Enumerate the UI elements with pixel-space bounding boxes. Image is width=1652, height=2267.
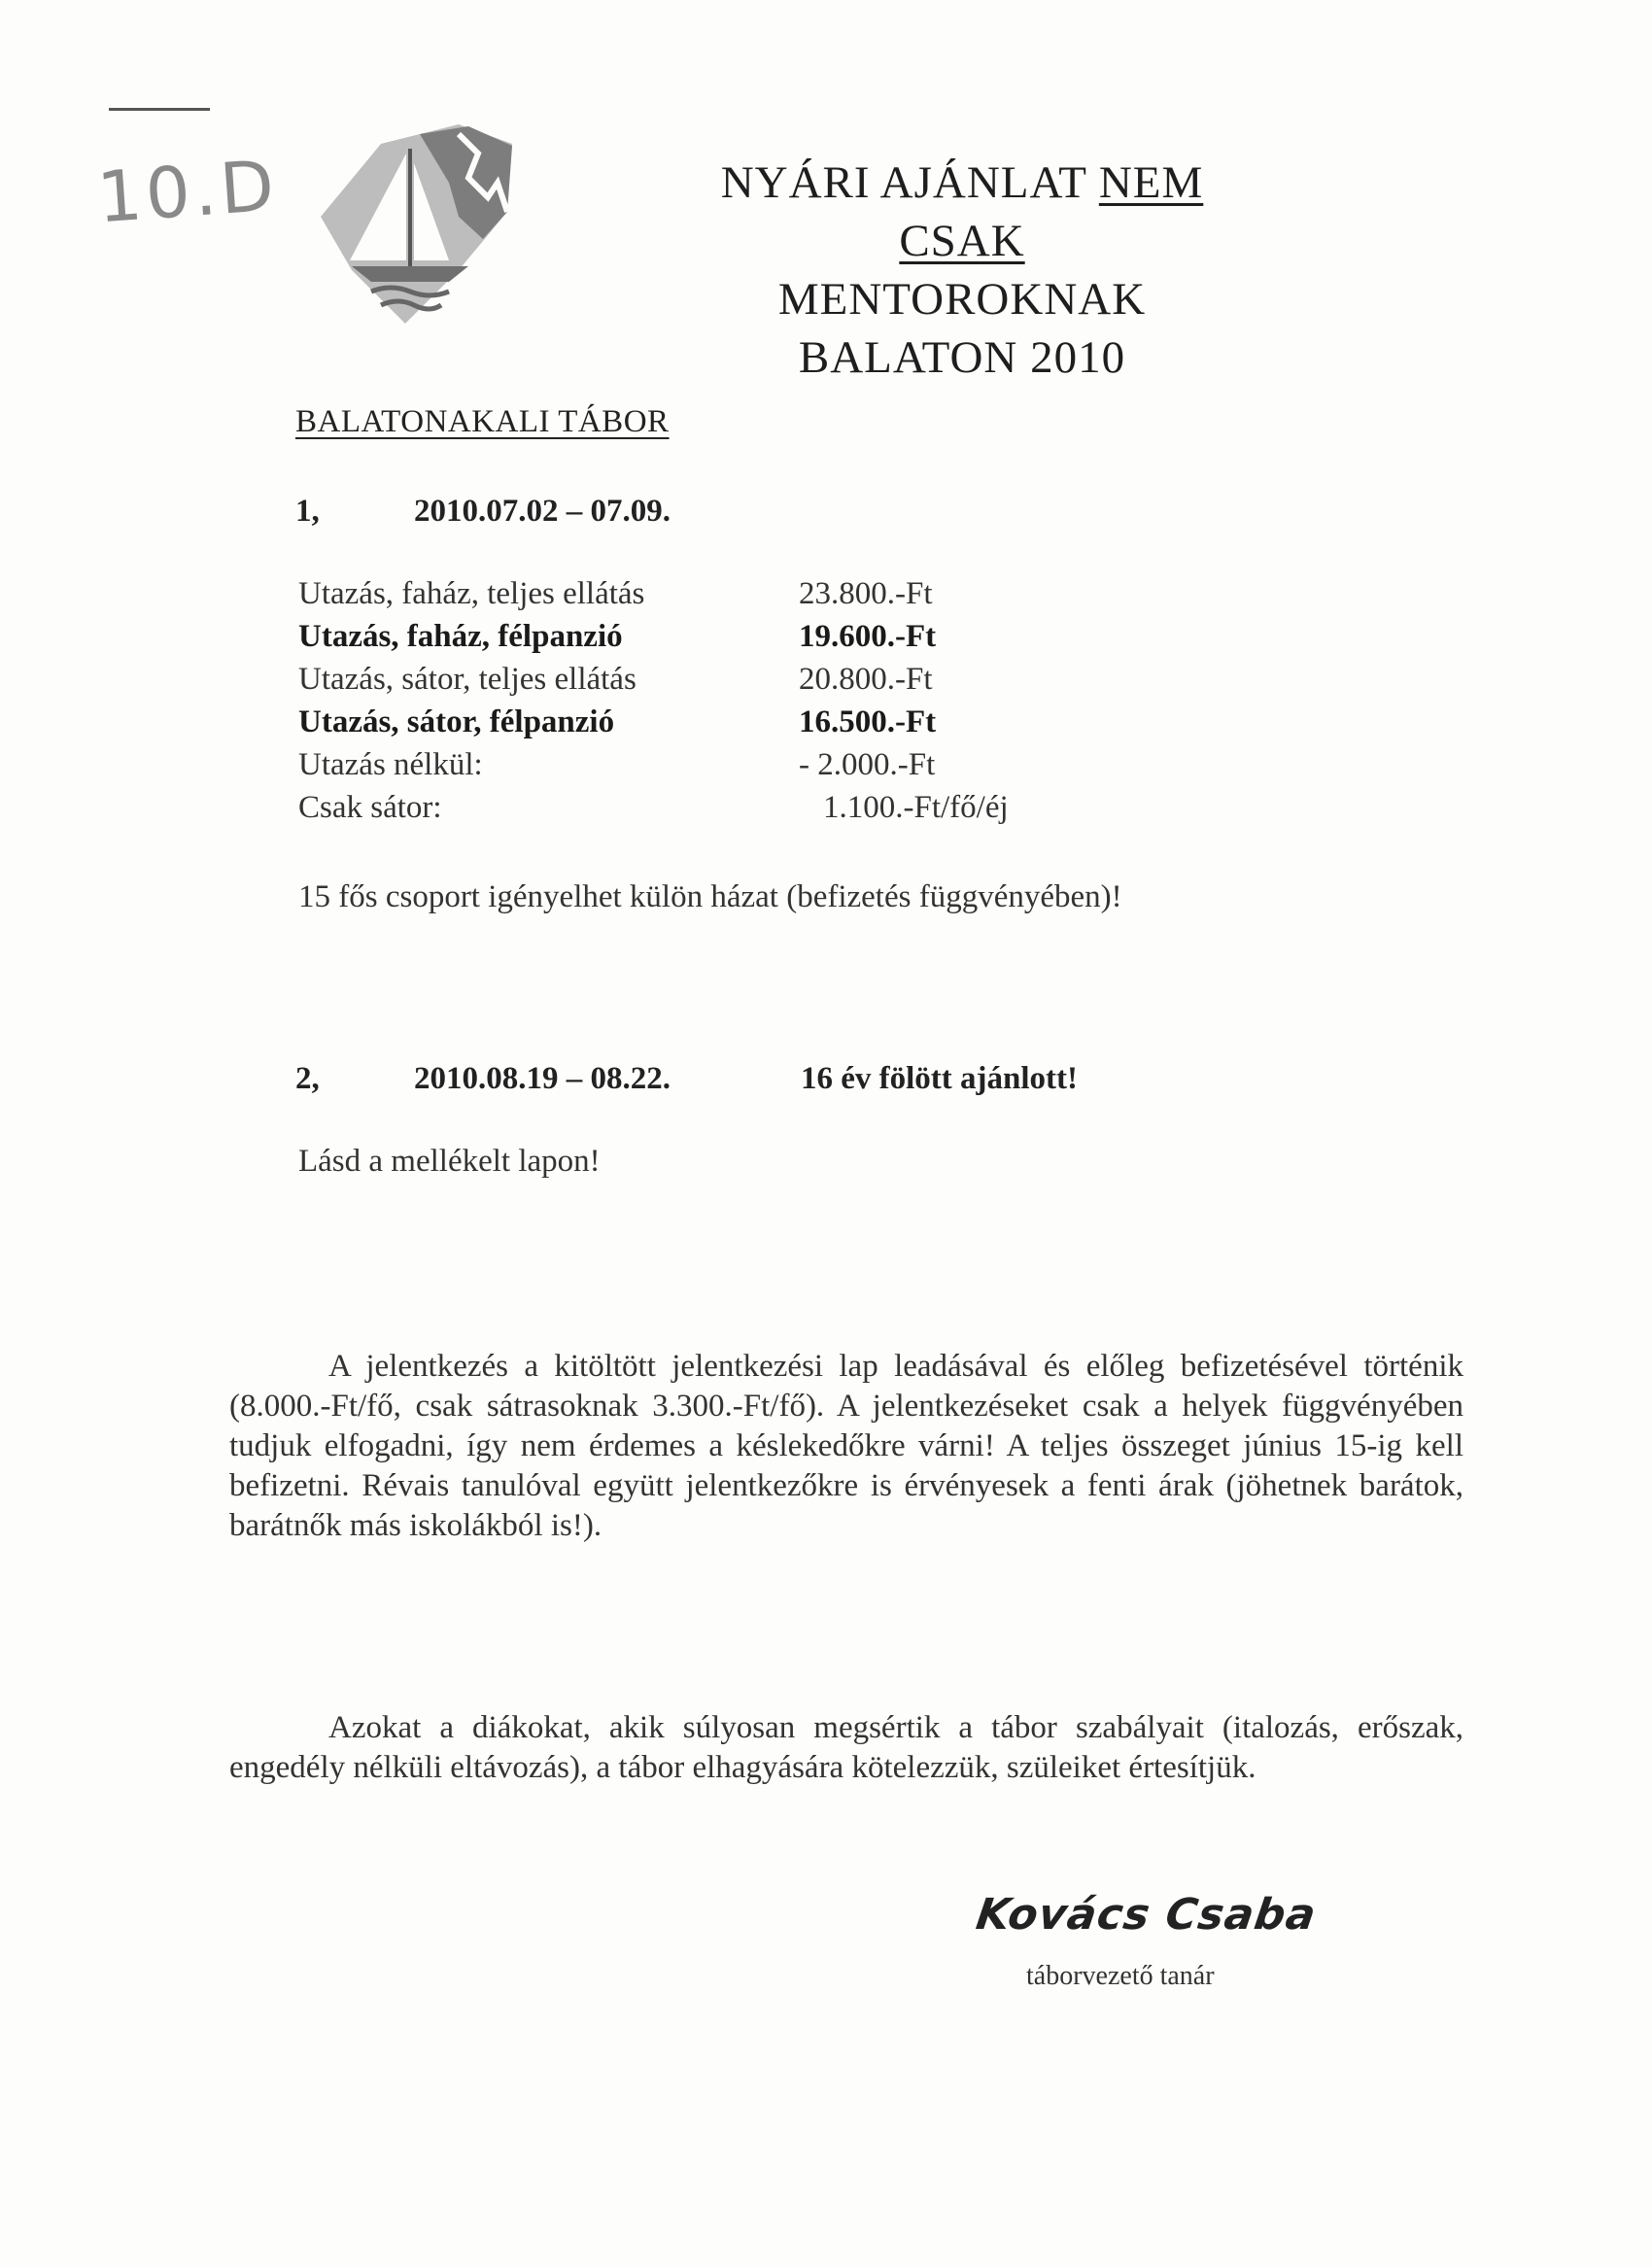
price-value: 23.800.-Ft — [799, 576, 933, 611]
price-row — [298, 790, 1076, 833]
price-label: Csak sátor: — [298, 790, 442, 825]
price-value: - 2.000.-Ft — [799, 747, 936, 782]
price-value: 1.100.-Ft/fő/éj — [823, 790, 1009, 825]
price-row — [298, 662, 1076, 704]
session-dates: 2010.07.02 – 07.09. — [414, 494, 671, 529]
price-value: 16.500.-Ft — [799, 704, 937, 739]
signature: Kovács Csaba — [973, 1890, 1320, 1940]
document-title — [700, 154, 1224, 387]
price-value: 19.600.-Ft — [799, 619, 937, 654]
title-underlined-text: NEM CSAK — [899, 157, 1204, 266]
price-row — [298, 576, 1076, 619]
price-label: Utazás, faház, teljes ellátás — [298, 576, 645, 611]
session-2-header — [295, 1061, 1267, 1104]
price-label: Utazás, faház, félpanzió — [298, 619, 623, 654]
price-row — [298, 704, 1076, 747]
price-label: Utazás, sátor, teljes ellátás — [298, 662, 637, 697]
rules-paragraph: Azokat a diákokat, akik súlyosan megsértik a tábor szabályait (italozás, erőszak, engedély nélküli eltávozás), a tábor elhagyására kötelezzük, szüleiket értesítjük. — [229, 1710, 1463, 1785]
price-list — [298, 576, 1076, 833]
session-dates: 2010.08.19 – 08.22. — [414, 1061, 671, 1096]
handwritten-rule — [109, 108, 210, 111]
session-age-note: 16 év fölött ajánlott! — [801, 1061, 1079, 1096]
session-number: 2, — [295, 1061, 320, 1096]
title-line-3: BALATON 2010 — [798, 332, 1126, 383]
see-attached-note: Lásd a mellékelt lapon! — [298, 1144, 601, 1179]
sailboat-logo-icon — [313, 124, 529, 328]
price-row — [298, 619, 1076, 662]
camp-heading: BALATONAKALI TÁBOR — [295, 404, 670, 439]
group-note: 15 fős csoport igényelhet külön házat (befizetés függvényében)! — [298, 879, 1122, 914]
price-row — [298, 747, 1076, 790]
price-value: 20.800.-Ft — [799, 662, 933, 697]
title-line-1: NYÁRI AJÁNLAT NEM CSAK — [720, 157, 1204, 266]
price-label: Utazás, sátor, félpanzió — [298, 704, 615, 739]
signature-role: táborvezető tanár — [1026, 1961, 1215, 1991]
registration-paragraph: A jelentkezés a kitöltött jelentkezési lap leadásával és előleg befizetésével történik (8.000.-Ft/fő, csak sátrasoknak 3.300.-Ft/fő). A jelentkezéseket csak a helyek függvényében tudjuk elfogadni, így nem érdemes a késlekedőkre várni! A teljes összeget június 15-ig kell befizetni. Révais tanulóval együtt jelentkezőkre is érvényesek a fenti árak (jöhetnek barátok, barátnők más iskolákból is!). — [229, 1349, 1463, 1543]
title-line-2: MENTOROKNAK — [777, 274, 1147, 325]
handwritten-class-mark: 10.D — [94, 144, 281, 239]
session-1-header — [295, 494, 1073, 536]
session-number: 1, — [295, 494, 320, 529]
price-label: Utazás nélkül: — [298, 747, 483, 782]
